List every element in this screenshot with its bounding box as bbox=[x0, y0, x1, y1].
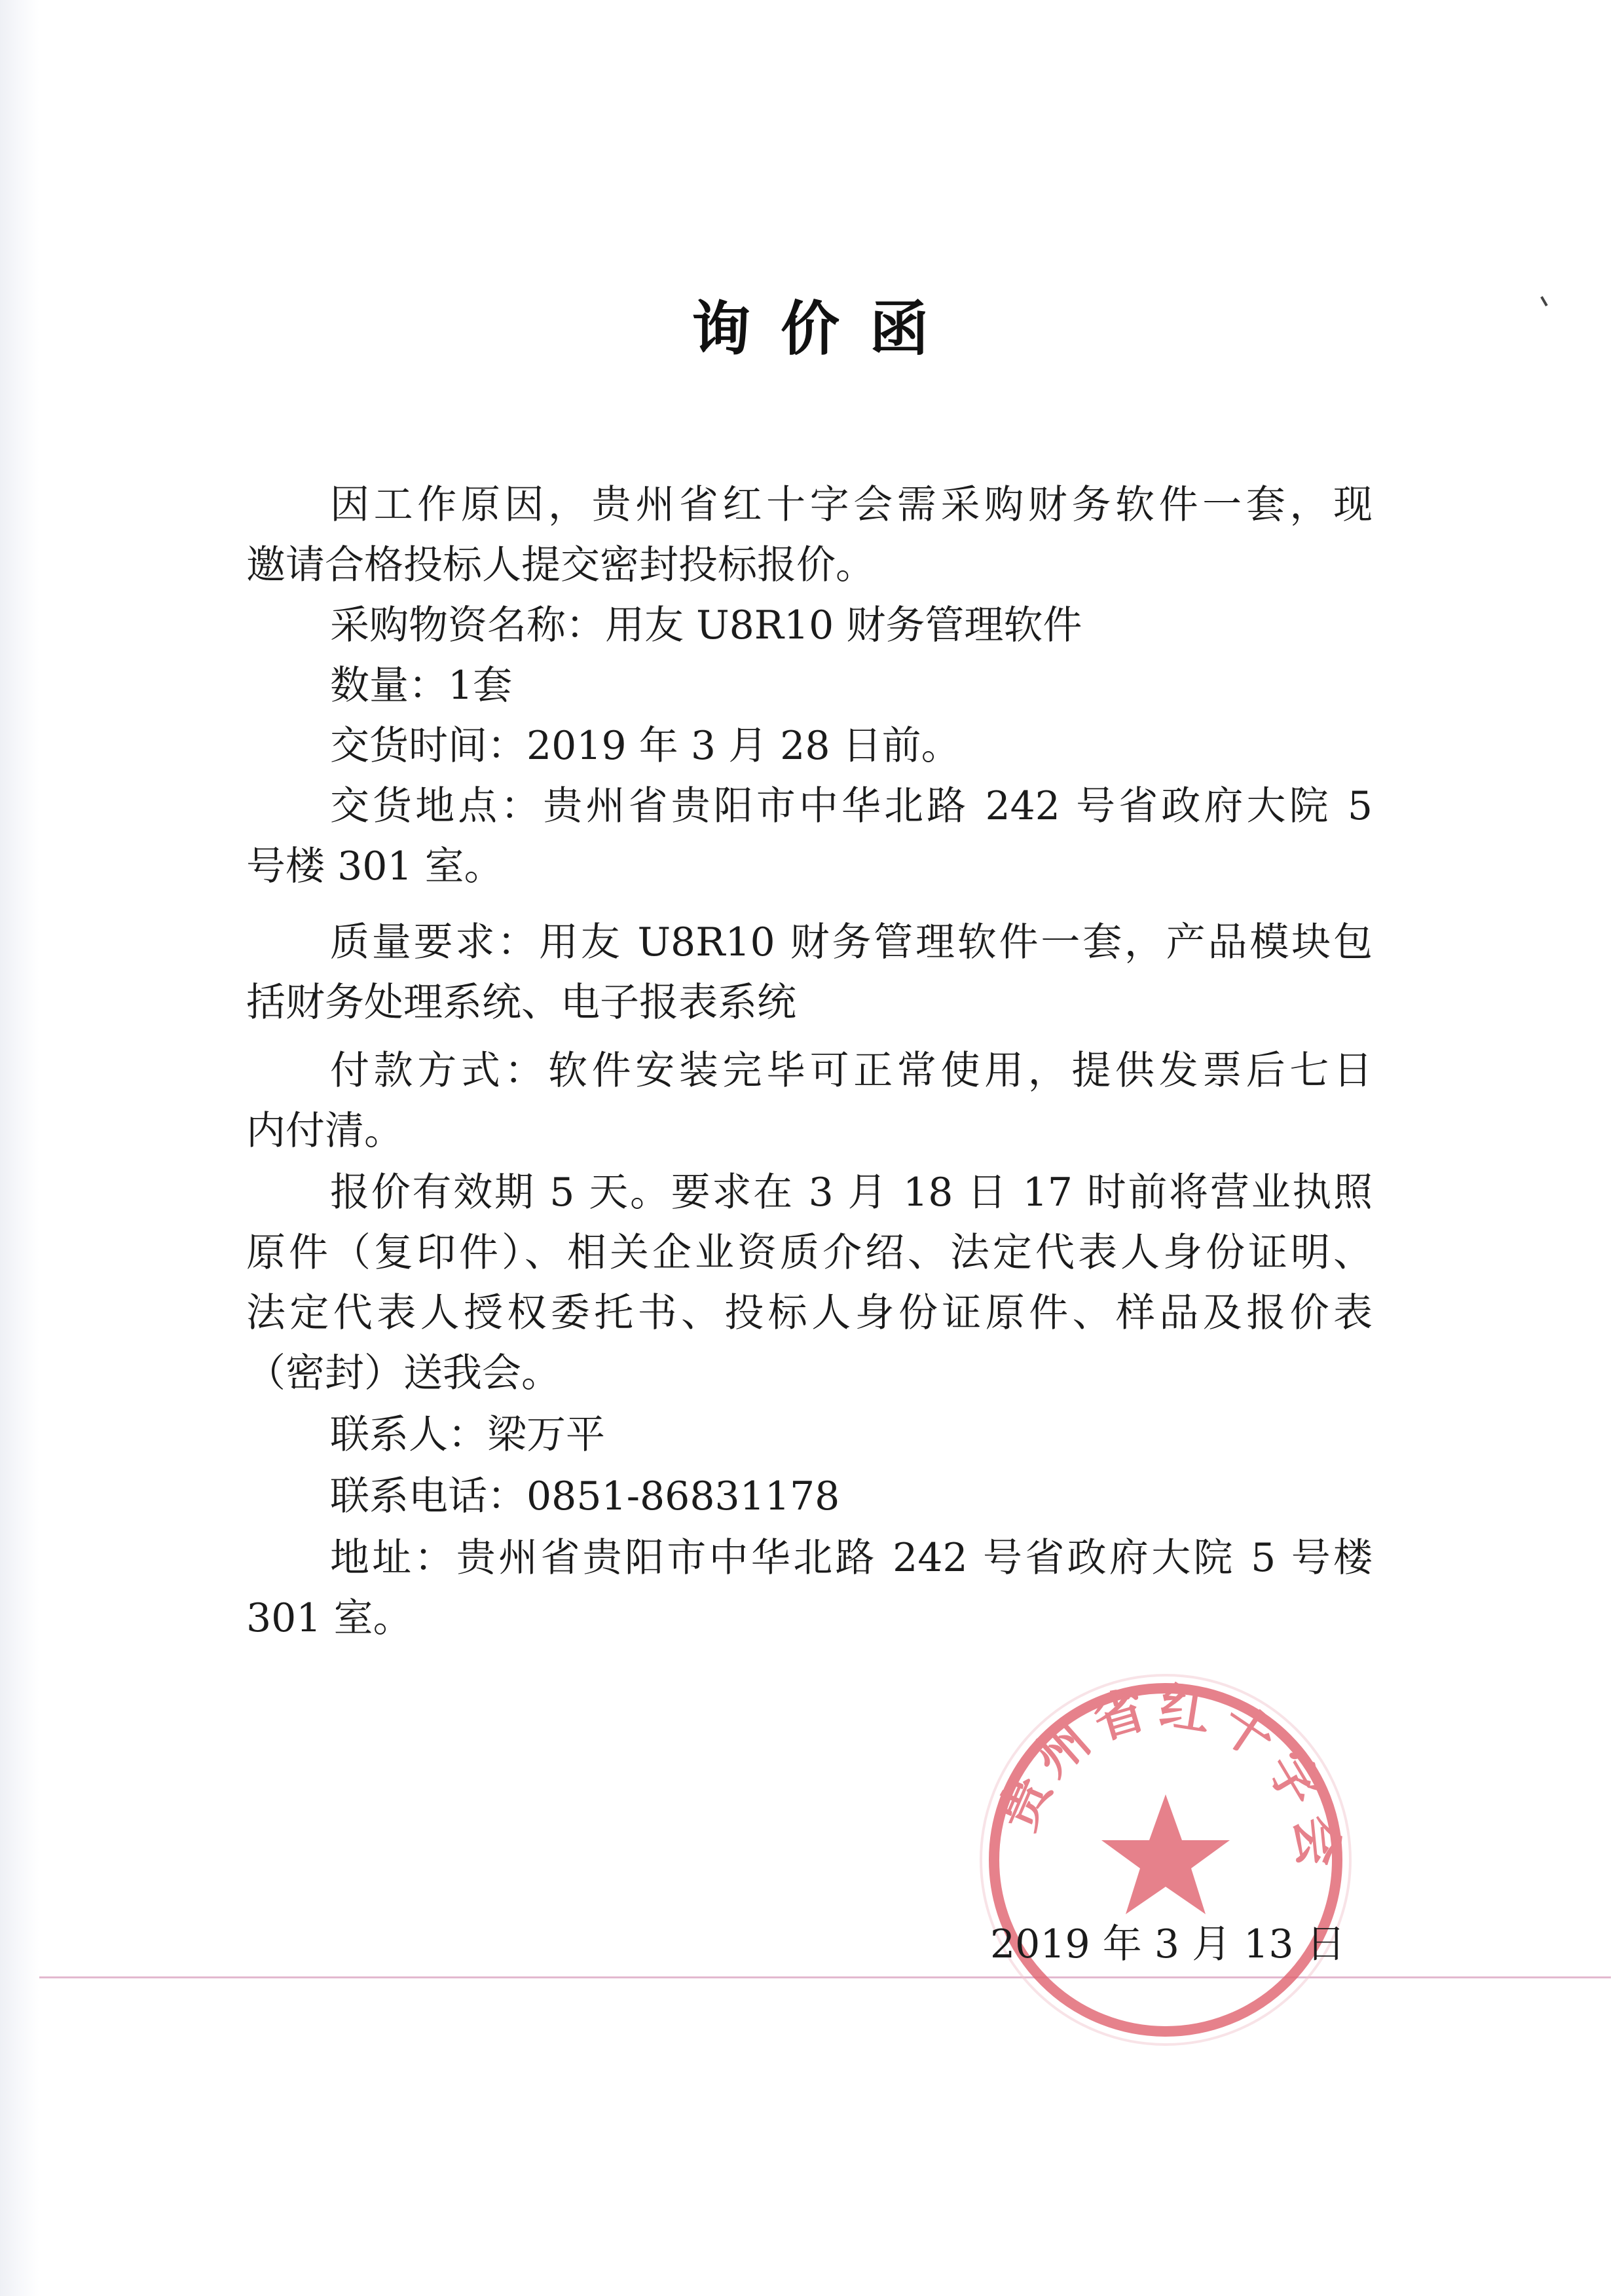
item-name: 采购物资名称：用友 U8R10 财务管理软件 bbox=[330, 602, 1082, 648]
validity-line-4: （密封）送我会。 bbox=[246, 1350, 561, 1396]
contact-person: 联系人：梁万平 bbox=[330, 1412, 605, 1458]
seal-text: 贵州省红十字会 bbox=[987, 1676, 1349, 1878]
validity-line-2: 原件（复印件）、相关企业资质介绍、法定代表人身份证明、 bbox=[246, 1230, 1373, 1276]
seal-star-icon bbox=[1101, 1794, 1230, 1914]
payment-line-2: 内付清。 bbox=[246, 1108, 403, 1154]
official-seal-stamp bbox=[969, 1663, 1362, 2056]
document-title: 询价函 bbox=[692, 295, 959, 363]
contact-phone: 联系电话：0851-86831178 bbox=[330, 1473, 840, 1519]
delivery-place-line-1: 交货地点：贵州省贵阳市中华北路 242 号省政府大院 5 bbox=[330, 783, 1373, 829]
paragraph-intro-line-2: 邀请合格投标人提交密封投标报价。 bbox=[246, 542, 875, 588]
document-date: 2019 年 3 月 13 日 bbox=[990, 1921, 1346, 1967]
validity-line-1: 报价有效期 5 天。要求在 3 月 18 日 17 时前将营业执照 bbox=[330, 1170, 1373, 1215]
paragraph-intro-line-1: 因工作原因，贵州省红十字会需采购财务软件一套，现 bbox=[330, 482, 1373, 528]
divider-line bbox=[39, 1976, 1611, 1978]
address-line-2: 301 室。 bbox=[246, 1595, 413, 1641]
delivery-place-line-2: 号楼 301 室。 bbox=[246, 843, 504, 889]
quantity: 数量：1套 bbox=[330, 663, 513, 709]
quality-line-1: 质量要求：用友 U8R10 财务管理软件一套，产品模块包 bbox=[330, 919, 1373, 965]
validity-line-3: 法定代表人授权委托书、投标人身份证原件、样品及报价表 bbox=[246, 1290, 1373, 1336]
delivery-time: 交货时间：2019 年 3 月 28 日前。 bbox=[330, 723, 961, 769]
quality-line-2: 括财务处理系统、电子报表系统 bbox=[246, 980, 796, 1026]
payment-line-1: 付款方式：软件安装完毕可正常使用，提供发票后七日 bbox=[330, 1048, 1373, 1094]
address-line-1: 地址：贵州省贵阳市中华北路 242 号省政府大院 5 号楼 bbox=[330, 1535, 1373, 1581]
